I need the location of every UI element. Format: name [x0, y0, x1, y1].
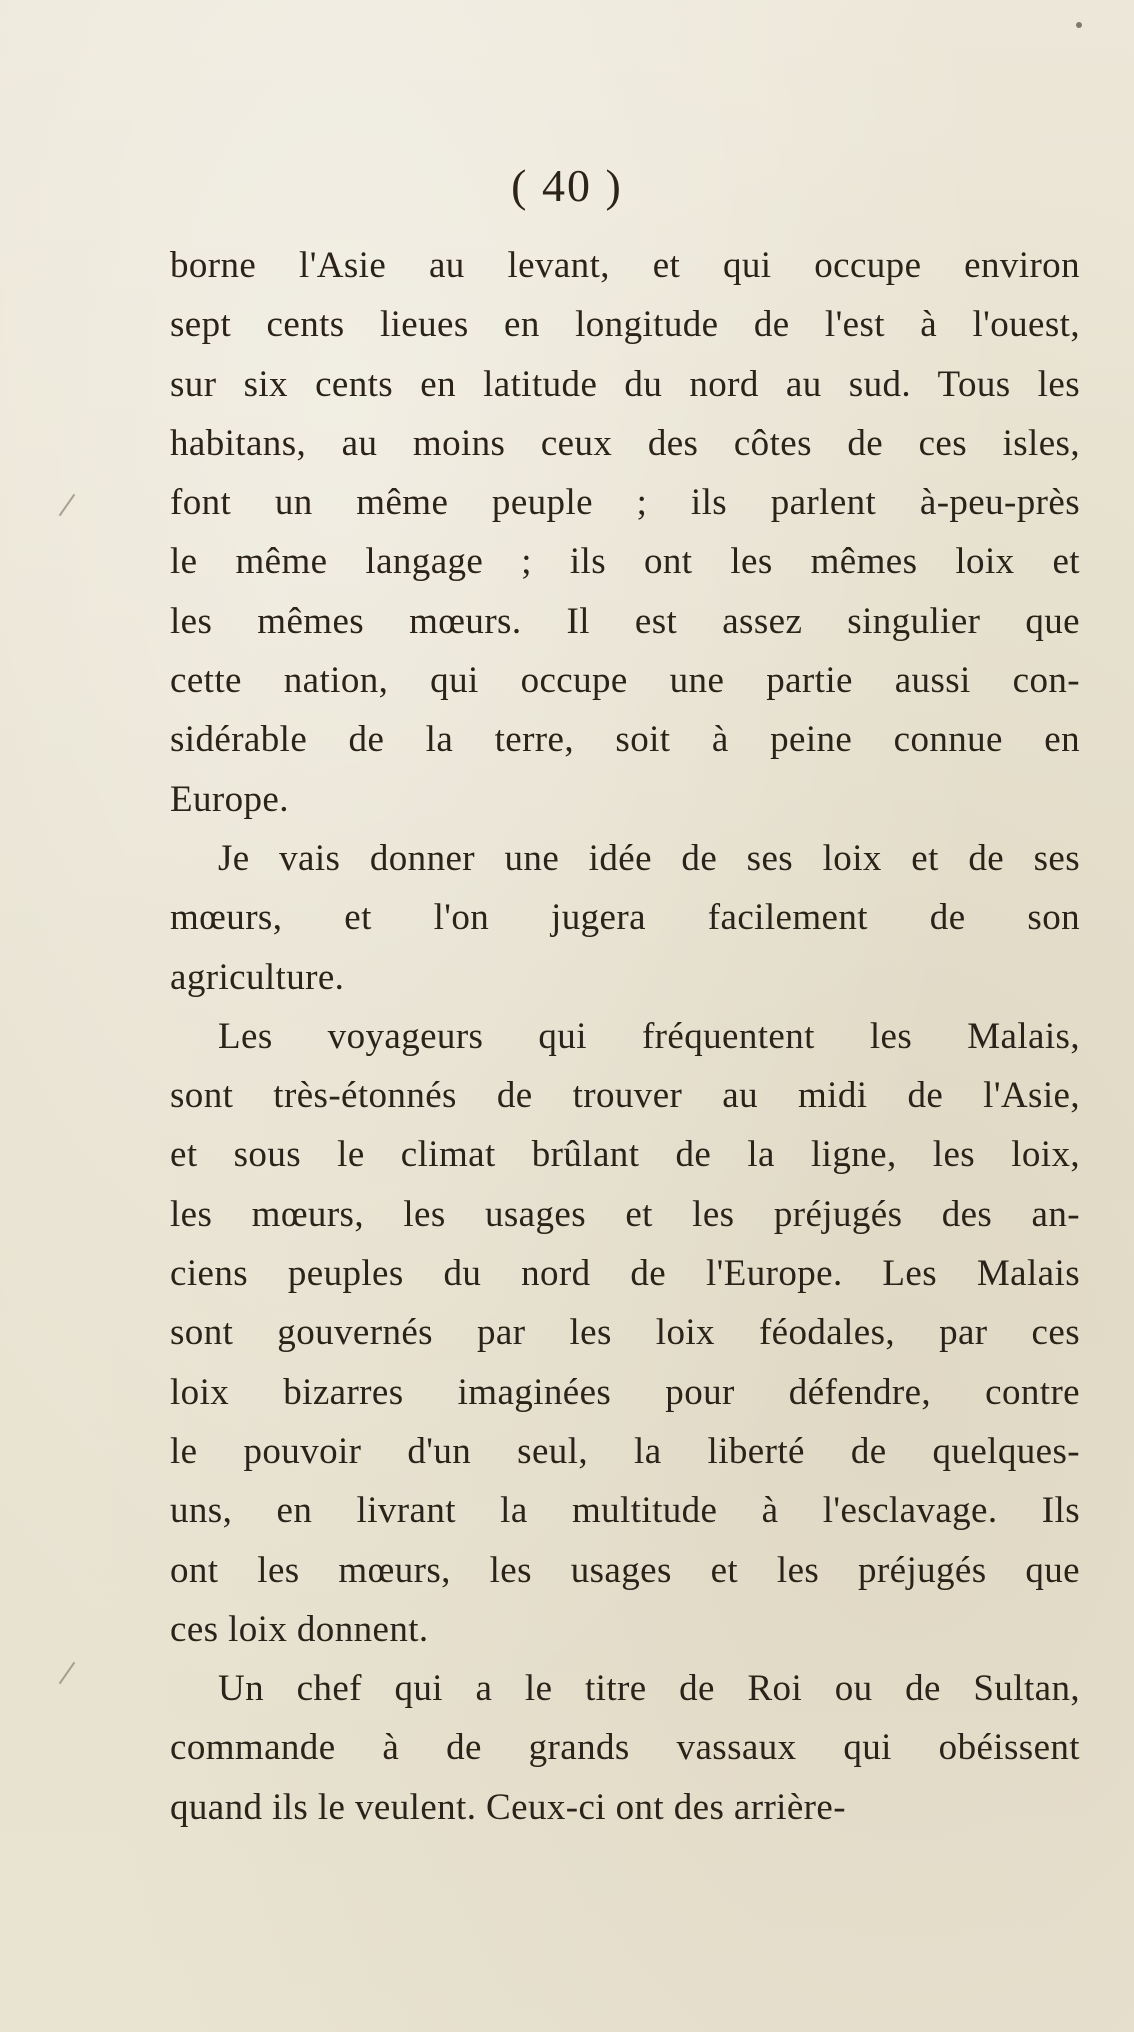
- text-line: sont très-étonnés de trouver au midi de l'Asie,: [170, 1075, 1080, 1117]
- text-line: quand ils le veulent. Ceux-ci ont des arrière-: [170, 1786, 846, 1828]
- text-line: Je vais donner une idée de ses loix et de ses: [218, 837, 1080, 879]
- text-line: ces loix donnent.: [170, 1608, 429, 1650]
- text-line: Un chef qui a le titre de Roi ou de Sultan,: [218, 1668, 1080, 1710]
- text-line: loix bizarres imaginées pour défendre, contre: [170, 1371, 1080, 1413]
- text-line: et sous le climat brûlant de la ligne, les loix,: [170, 1134, 1080, 1176]
- paragraph: [170, 1659, 1080, 1837]
- text-line: ciens peuples du nord de l'Europe. Les Malais: [170, 1253, 1080, 1295]
- paragraph: [170, 829, 1080, 1007]
- text-line: Europe.: [170, 778, 289, 820]
- margin-mark: [59, 1662, 76, 1684]
- text-line: sont gouvernés par les loix féodales, par ces: [170, 1312, 1080, 1354]
- text-line: le pouvoir d'un seul, la liberté de quelques-: [170, 1430, 1080, 1472]
- text-line: ont les mœurs, les usages et les préjugés que: [170, 1549, 1080, 1591]
- text-line: le même langage ; ils ont les mêmes loix et: [170, 541, 1080, 583]
- text-line: agriculture.: [170, 956, 345, 998]
- text-line: Les voyageurs qui fréquentent les Malais,: [218, 1015, 1080, 1057]
- ink-speck: [1076, 22, 1082, 28]
- text-line: les mœurs, les usages et les préjugés des an-: [170, 1193, 1080, 1235]
- text-line: les mêmes mœurs. Il est assez singulier que: [170, 600, 1080, 642]
- margin-mark: [59, 494, 76, 516]
- text-line: sidérable de la terre, soit à peine connue en: [170, 719, 1080, 761]
- text-line: mœurs, et l'on jugera facilement de son: [170, 897, 1080, 939]
- text-line: uns, en livrant la multitude à l'esclavage. Ils: [170, 1490, 1080, 1532]
- paragraph: [170, 236, 1080, 829]
- text-line: habitans, au moins ceux des côtes de ces isles,: [170, 422, 1080, 464]
- text-line: sur six cents en latitude du nord au sud. Tous les: [170, 363, 1080, 405]
- paragraph: [170, 1007, 1080, 1659]
- text-line: cette nation, qui occupe une partie aussi con-: [170, 660, 1080, 702]
- body-text: [170, 236, 1080, 1837]
- text-line: sept cents lieues en longitude de l'est à l'ouest,: [170, 304, 1080, 346]
- page-number: ( 40 ): [511, 160, 623, 211]
- text-line: borne l'Asie au levant, et qui occupe environ: [170, 245, 1080, 286]
- text-line: commande à de grands vassaux qui obéissent: [170, 1727, 1080, 1769]
- text-line: font un même peuple ; ils parlent à-peu-près: [170, 482, 1080, 524]
